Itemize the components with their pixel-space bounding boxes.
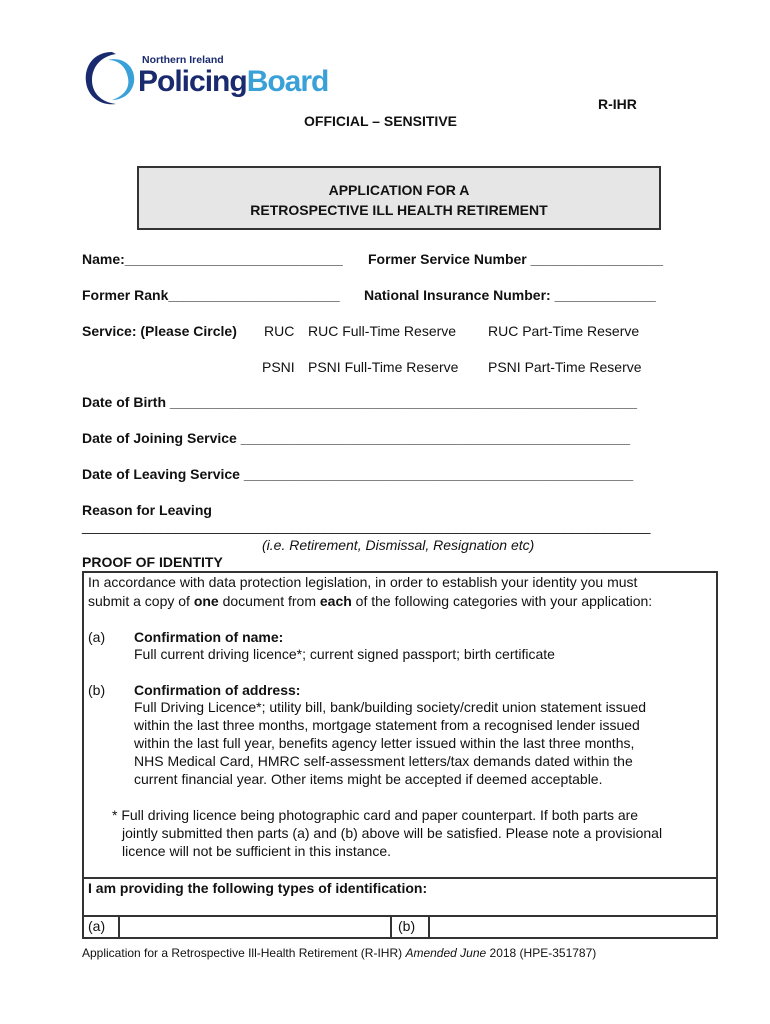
date-of-joining-field[interactable]: Date of Joining Service __________________________________________________ <box>82 430 631 446</box>
reason-hint: (i.e. Retirement, Dismissal, Resignation etc) <box>262 537 535 553</box>
note-line: jointly submitted then parts (a) and (b) above will be satisfied. Please note a provisional <box>122 825 663 841</box>
former-service-number-field[interactable]: Former Service Number _________________ <box>368 251 663 267</box>
service-option-psni-full-time[interactable]: PSNI Full-Time Reserve <box>308 359 459 375</box>
service-label: Service: (Please Circle) <box>82 323 237 339</box>
service-option-ruc-part-time[interactable]: RUC Part-Time Reserve <box>488 323 640 339</box>
logo-board: Board <box>246 65 329 98</box>
identification-cell-a[interactable]: (a) <box>88 918 106 934</box>
category-b-line: NHS Medical Card, HMRC self-assessment letters/tax demands dated within the <box>134 753 633 769</box>
service-option-psni[interactable]: PSNI <box>262 359 295 375</box>
cell-b-divider <box>428 915 430 937</box>
intro-text-a: submit a copy of <box>88 593 194 609</box>
category-b-line: current financial year. Other items might be accepted if deemed acceptable. <box>134 771 603 787</box>
date-of-leaving-field[interactable]: Date of Leaving Service __________________________________________________ <box>82 466 634 482</box>
note-line: licence will not be sufficient in this instance. <box>122 843 391 859</box>
footer-text-a: Application for a Retrospective Ill-Health Retirement (R-IHR) <box>82 946 406 960</box>
footer-text-b: 2018 (HPE-351787) <box>486 946 597 960</box>
name-field[interactable]: Name:____________________________ <box>82 251 343 267</box>
providing-label: I am providing the following types of identification: <box>88 880 428 896</box>
cell-b-left-divider <box>390 915 392 937</box>
identification-cell-b[interactable]: (b) <box>398 918 416 934</box>
proof-divider-1 <box>84 877 716 879</box>
former-rank-field[interactable]: Former Rank______________________ <box>82 287 340 303</box>
intro-text-b: document from <box>218 593 320 609</box>
proof-intro-line-2 <box>88 593 652 609</box>
proof-heading: PROOF OF IDENTITY <box>82 554 223 570</box>
logo-main-text <box>138 64 328 100</box>
national-insurance-field[interactable]: National Insurance Number: _____________ <box>364 287 656 303</box>
category-a-marker: (a) <box>88 629 106 645</box>
service-option-ruc-full-time[interactable]: RUC Full-Time Reserve <box>308 323 457 339</box>
logo-small-text: Northern Ireland <box>142 54 224 66</box>
title-line-2: RETROSPECTIVE ILL HEALTH RETIREMENT <box>250 202 548 218</box>
category-a-title: Confirmation of name: <box>134 629 284 645</box>
logo-policing: Policing <box>138 65 247 98</box>
intro-each: each <box>319 593 352 609</box>
reason-field[interactable]: _________________________________________________________________________ <box>82 518 651 534</box>
proof-divider-2 <box>84 915 716 917</box>
category-b-line: within the last three months, mortgage statement from a recognised lender issued <box>134 717 640 733</box>
footer <box>82 946 596 960</box>
footer-italic: Amended June <box>405 946 487 960</box>
title-line-1: APPLICATION FOR A <box>328 182 470 198</box>
proof-intro-line-1: In accordance with data protection legislation, in order to establish your identity you must <box>88 574 638 590</box>
category-b-marker: (b) <box>88 682 106 698</box>
policing-board-logo <box>82 48 329 108</box>
service-option-ruc[interactable]: RUC <box>264 323 295 339</box>
service-option-psni-part-time[interactable]: PSNI Part-Time Reserve <box>488 359 642 375</box>
date-of-birth-field[interactable]: Date of Birth ____________________________________________________________ <box>82 394 638 410</box>
form-code: R-IHR <box>598 96 637 112</box>
logo-swirl-icon <box>82 48 142 108</box>
category-b-line: Full Driving Licence*; utility bill, bank/building society/credit union statement issued <box>134 699 647 715</box>
category-b-line: within the last full year, benefits agency letter issued within the last three months, <box>134 735 635 751</box>
title-box <box>137 166 661 230</box>
note-line: * Full driving licence being photographic card and paper counterpart. If both parts are <box>112 807 639 823</box>
intro-text-c: of the following categories with your application: <box>351 593 653 609</box>
reason-label: Reason for Leaving <box>82 502 212 518</box>
cell-a-divider <box>118 915 120 937</box>
category-a-text: Full current driving licence*; current signed passport; birth certificate <box>134 646 555 662</box>
classification: OFFICIAL – SENSITIVE <box>304 113 457 129</box>
category-b-title: Confirmation of address: <box>134 682 301 698</box>
intro-one: one <box>193 593 219 609</box>
